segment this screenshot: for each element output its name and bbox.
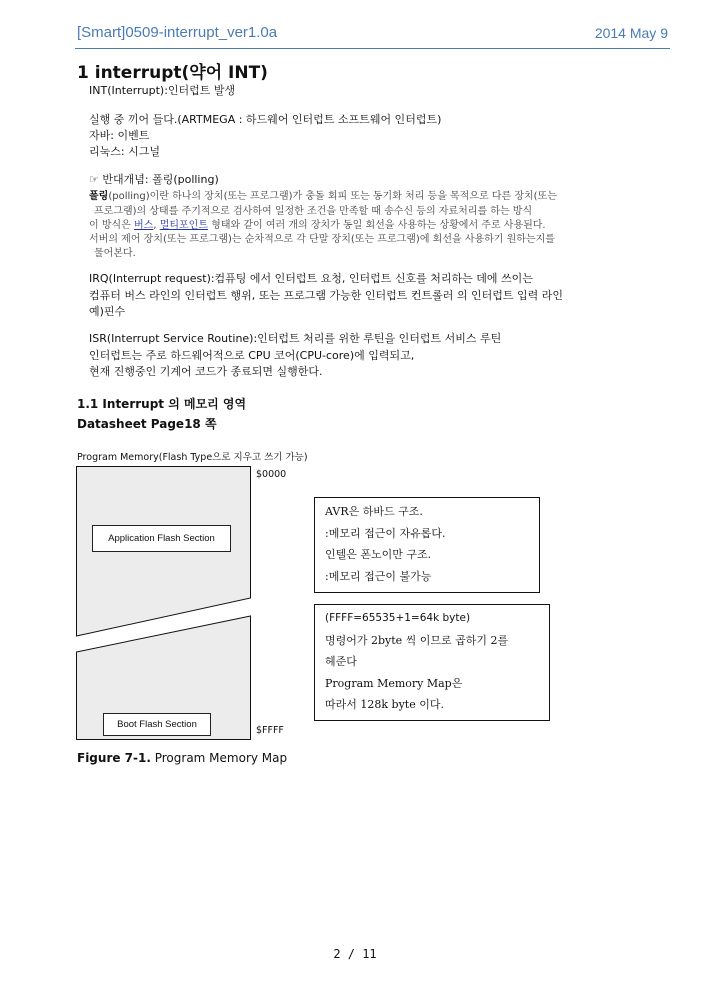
isr-line: 현재 진행중인 기계어 코드가 종료되면 실행한다. [89,365,323,378]
polling-line: 프로그램)의 상태를 주기적으로 검사하여 일정한 조건을 만족할 때 송수신 등의 자료처리를 하는 방식 [94,206,533,217]
figure-number: Figure 7-1. [77,751,151,765]
figure-caption [77,751,287,765]
polling-line-text: (polling)이란 하나의 장치(또는 프로그램)가 충돌 회피 또는 동기화 처리 등을 목적으로 다른 장치(또는 [108,191,557,202]
isr-line: 인터럽트는 주로 하드웨어적으로 CPU 코어(CPU-core)에 입력되고, [89,349,415,362]
figure-top-caption: Program Memory(Flash Type으로 지우고 쓰기 가능) [77,452,308,463]
boot-flash-section: Boot Flash Section [103,713,211,736]
polling-term: 폴링 [89,191,109,202]
int-desc-line: 자바: 이벤트 [89,129,150,142]
polling-line-text: 이 방식은 [89,220,134,231]
note-line: 따라서 128k byte 이다. [325,698,444,711]
figure-title: Program Memory Map [150,751,288,765]
isr-line: ISR(Interrupt Service Routine):인터럽트 처리를 위한 루틴을 인터럽트 서비스 루틴 [89,332,502,345]
address-start: $0000 [256,469,287,480]
memory-size-note [314,604,550,721]
document-date: 2014 May 9 [594,25,668,41]
polling-line-text: 형태와 같이 여러 개의 장치가 동일 회선을 사용하는 상황에서 주로 사용된다. [208,220,546,231]
polling-line: 서버의 제어 장치(또는 프로그램)는 순차적으로 각 단말 장치(또는 프로그램)에 회선을 사용하기 원하는지를 [89,234,555,245]
bus-link[interactable]: 버스 [134,220,154,231]
note-line: (FFFF=65535+1=64k byte) [325,612,471,624]
irq-line: IRQ(Interrupt request):컴퓨팅 에서 인터럽트 요청, 인터럽트 신호를 처리하는 데에 쓰이는 [89,272,533,285]
note-line: :메모리 접근이 불가능 [325,569,432,583]
document-title: [Smart]0509-interrupt_ver1.0a [77,24,278,41]
address-end: $FFFF [256,725,284,736]
header-rule [75,48,670,49]
polling-line-text: , [153,220,160,231]
note-line: :메모리 접근이 자유롭다. [325,526,446,540]
polling-line [89,216,546,231]
multipoint-link[interactable]: 멀티포인트 [159,220,208,231]
int-desc-line: 리눅스: 시그널 [89,145,160,158]
int-definition: INT(Interrupt):인터럽트 발생 [89,84,236,97]
section-title: 1.1 Interrupt 의 메모리 영역 [77,397,247,411]
polling-line: 물어본다. [94,248,136,259]
note-line: 인텔은 폰노이만 구조. [325,548,432,561]
page-number: 2 / 11 [333,947,377,961]
note-line: 명령어가 2byte 씩 이므로 곱하기 2를 [325,633,509,647]
note-line: AVR은 하바드 구조. [325,505,423,518]
irq-line: 컴퓨터 버스 라인의 인터럽트 행위, 또는 프로그램 가능한 인터럽트 컨트롤러 의 인터럽트 입력 라인 [89,289,563,302]
application-flash-section: Application Flash Section [92,525,231,552]
note-line: 헤준다 [325,655,357,668]
polling-title: ☞ 반대개념: 폴링(polling) [89,173,219,186]
datasheet-ref: Datasheet Page18 쪽 [77,417,217,431]
polling-line [89,187,557,202]
irq-line: 예)핀수 [89,305,126,318]
page-heading: 1 interrupt(약어 INT) [77,63,268,83]
note-line: Program Memory Map은 [325,676,463,690]
architecture-note [314,497,540,593]
int-desc-line: 실행 중 끼어 들다.(ARTMEGA : 하드웨어 인터럽트 소프트웨어 인터럽트) [89,113,442,126]
program-memory-map [76,466,251,746]
